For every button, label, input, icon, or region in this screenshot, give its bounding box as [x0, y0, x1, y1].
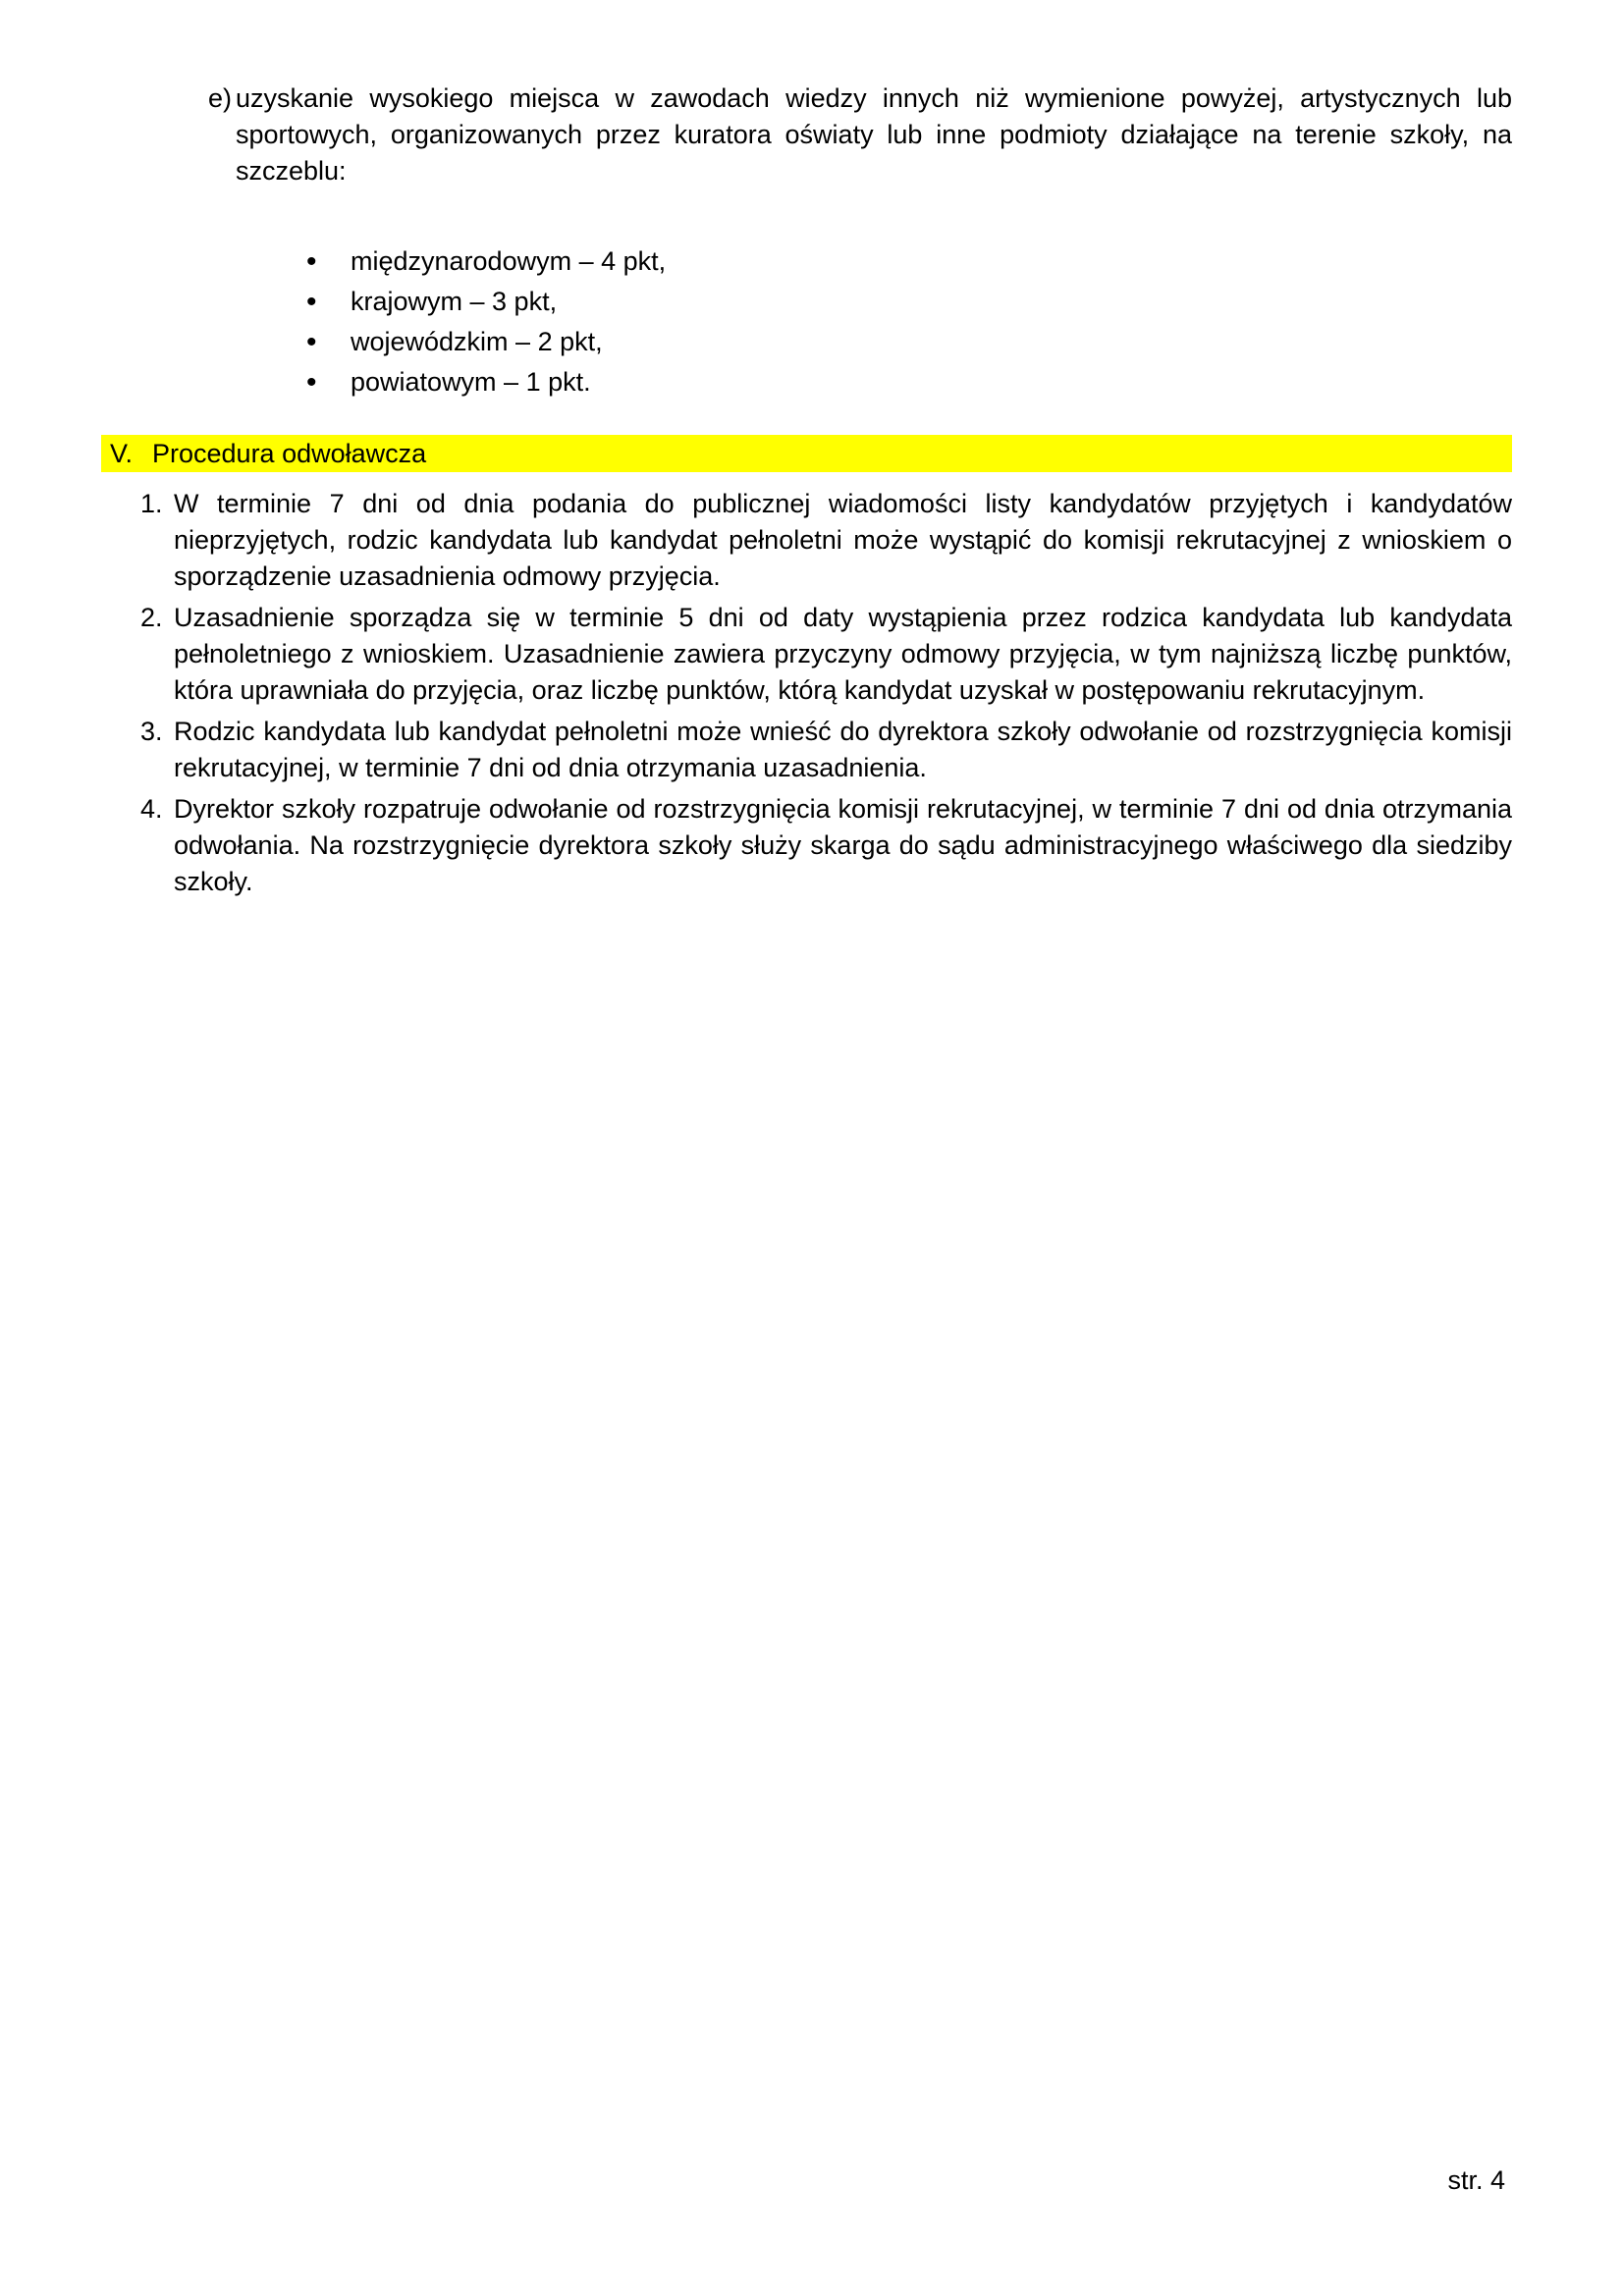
list-item-e-text: uzyskanie wysokiego miejsca w zawodach wiedzy innych niż wymienione powyżej, artystycznych lub sportowych, organizowanych przez kuratora oświaty lub inne podmioty działające na terenie szkoły, na szczeblu:: [236, 83, 1512, 186]
item-number: 2.: [140, 603, 163, 632]
bullet-item-text: krajowym – 3 pkt,: [351, 287, 558, 316]
bullet-item-text: wojewódzkim – 2 pkt,: [351, 327, 603, 356]
section-v-marker: V.: [110, 439, 134, 468]
bullet-icon: •: [306, 366, 317, 399]
bullet-item-text: międzynarodowym – 4 pkt,: [351, 246, 667, 276]
item-text: Rodzic kandydata lub kandydat pełnoletni może wnieść do dyrektora szkoły odwołanie od rozstrzygnięcia komisji rekrutacyjnej, w terminie 7 dni od dnia otrzymania uzasadnienia.: [174, 717, 1512, 782]
numbered-item-4: [101, 791, 1512, 900]
item-number: 3.: [140, 717, 163, 746]
points-bullet-list: [101, 243, 1512, 400]
bullet-item-national: [101, 284, 1512, 320]
item-number: 4.: [140, 794, 163, 824]
appeal-procedure-list: [101, 486, 1512, 900]
bullet-icon: •: [306, 286, 317, 318]
item-text: Dyrektor szkoły rozpatruje odwołanie od rozstrzygnięcia komisji rekrutacyjnej, w terminie 7 dni od dnia otrzymania odwołania. Na rozstrzygnięcie dyrektora szkoły służy skarga do sądu administracyjnego właściwego dla siedziby szkoły.: [174, 794, 1512, 896]
bullet-item-international: [101, 243, 1512, 280]
item-text: Uzasadnienie sporządza się w terminie 5 dni od daty wystąpienia przez rodzica kandydata lub kandydata pełnoletniego z wnioskiem. Uzasadnienie zawiera przyczyny odmowy przyjęcia, w tym najniższą liczbę punktów, która uprawniała do przyjęcia, oraz liczbę punktów, którą kandydat uzyskał w postępowaniu rekrutacyjnym.: [174, 603, 1512, 705]
bullet-icon: •: [306, 245, 317, 278]
numbered-item-2: [101, 600, 1512, 709]
page-number: str. 4: [1447, 2165, 1505, 2195]
numbered-item-3: [101, 714, 1512, 786]
list-item-e-marker: e): [208, 83, 233, 113]
bullet-item-district: [101, 364, 1512, 400]
item-text: W terminie 7 dni od dnia podania do publicznej wiadomości listy kandydatów przyjętych i kandydatów nieprzyjętych, rodzic kandydata lub kandydat pełnoletni może wystąpić do komisji rekrutacyjnej z wnioskiem o sporządzenie uzasadnienia odmowy przyjęcia.: [174, 489, 1512, 591]
list-item-e: [101, 80, 1512, 189]
bullet-item-text: powiatowym – 1 pkt.: [351, 367, 591, 397]
bullet-item-voivodeship: [101, 324, 1512, 360]
bullet-icon: •: [306, 326, 317, 358]
item-number: 1.: [140, 489, 163, 518]
section-v-heading: [101, 435, 1512, 472]
section-v-title: Procedura odwoławcza: [152, 439, 427, 468]
numbered-item-1: [101, 486, 1512, 595]
page-content: [101, 80, 1512, 905]
